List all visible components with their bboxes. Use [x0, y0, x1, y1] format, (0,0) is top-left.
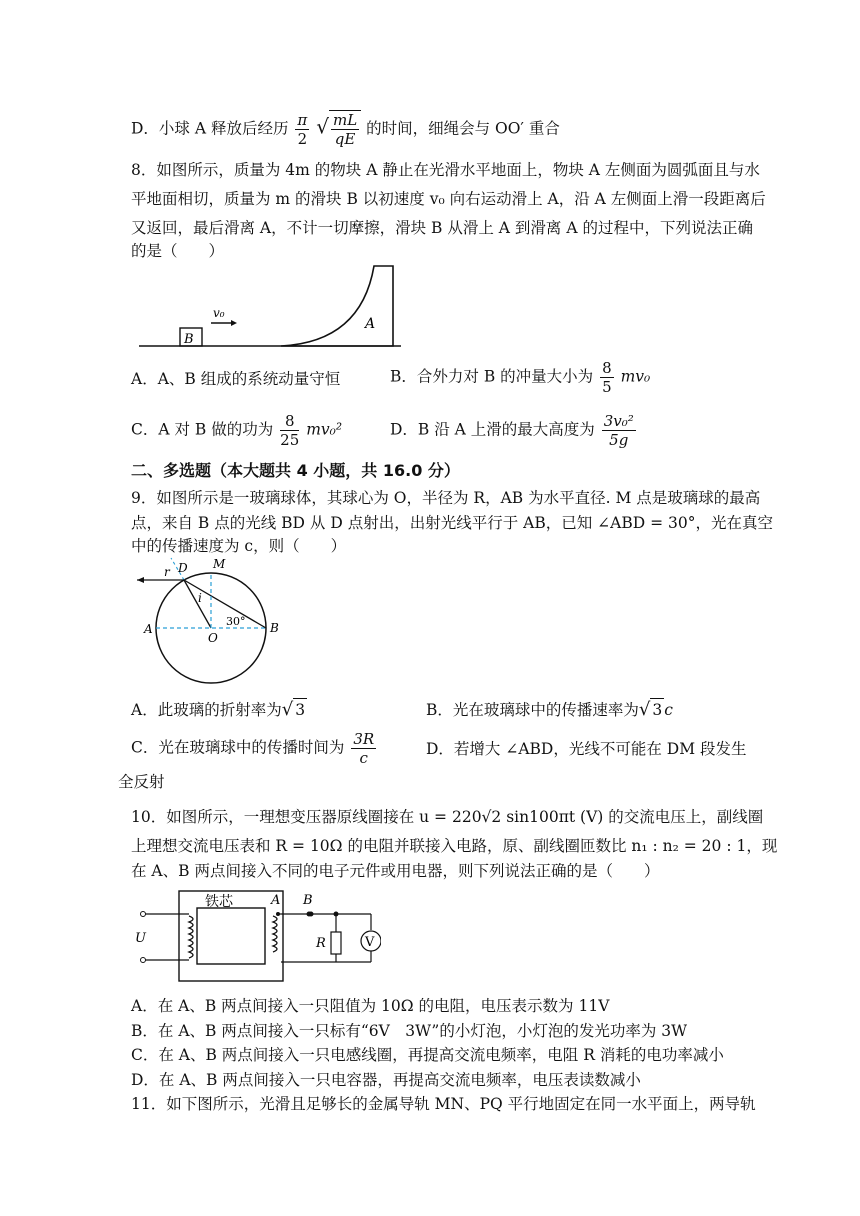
q10-option-a: A．在 A、B 两点间接入一只阻值为 10Ω 的电阻，电压表示数为 11V	[131, 997, 610, 1015]
label-o: O	[208, 631, 218, 645]
resistor-label: R	[316, 936, 326, 951]
block-a-label: A	[365, 316, 376, 332]
q8-stem-line2: 平地面相切，质量为 m 的滑块 B 以初速度 v₀ 向右运动滑上 A，沿 A 左侧面上滑一段距离后	[131, 190, 766, 208]
fraction: $\frac{\pi}{2}$	[297, 111, 308, 148]
q9-option-d: D．若增大 ∠ABD，光线不可能在 DM 段发生	[426, 740, 747, 758]
q8-stem-line4: 的是（ ）	[131, 242, 225, 260]
point-a-label: A	[271, 893, 281, 908]
q9-figure	[131, 556, 301, 688]
q10-stem-line1: 10．如图所示，一理想变压器原线圈接在 u = 220√2 sin100πt (V) 的交流电压上，副线圈	[131, 808, 764, 826]
q10-option-c: C．在 A、B 两点间接入一只电感线圈，再提高交流电频率，电阻 R 消耗的电功率减小	[131, 1046, 724, 1064]
label-r: r	[164, 565, 170, 579]
q11-stem-line1: 11．如下图所示，光滑且足够长的金属导轨 MN、PQ 平行地固定在同一水平面上，两导轨	[131, 1095, 756, 1113]
q10-stem-line3: 在 A、B 两点间接入不同的电子元件或用电器，则下列说法正确的是（ ）	[131, 862, 660, 880]
velocity-label: v₀	[213, 306, 225, 320]
q8-stem-line1: 8．如图所示，质量为 4m 的物块 A 静止在光滑水平地面上，物块 A 左侧面为圆弧面且与水	[131, 161, 760, 179]
q9-stem-line1: 9．如图所示是一玻璃球体，其球心为 O，半径为 R，AB 为水平直径. M 点是玻璃球的最高	[131, 489, 761, 507]
label-angle: 30°	[226, 615, 246, 628]
q7-option-d: D．小球 A 释放后经历 $\frac{\pi}{2}$ √ $\frac{mL}{qE}$ 的时间，细绳会与 OO′ 重合	[131, 111, 560, 148]
q8-option-d: D．B 沿 A 上滑的最大高度为 $\frac{\text{3v₀²}}{5g}$	[390, 412, 634, 449]
sqrt-sign: √	[316, 114, 329, 139]
q9-option-b: B．光在玻璃球中的传播速率为√ 3 c	[426, 699, 673, 720]
q10-option-b: B．在 A、B 两点间接入一只标有“6V 3W”的小灯泡，小灯泡的发光功率为 3W	[131, 1022, 688, 1040]
q8-stem-line3: 又返回，最后滑离 A，不计一切摩擦，滑块 B 从滑上 A 到滑离 A 的过程中，下列说法正确	[131, 219, 753, 237]
point-b-label: B	[303, 893, 313, 908]
voltmeter-label: V	[365, 935, 375, 950]
q10-option-d: D．在 A、B 两点间接入一只电容器，再提高交流电频率，电压表读数减小	[131, 1071, 641, 1089]
q9-option-c: C．光在玻璃球中的传播时间为 $\frac{3R}{c}$	[131, 730, 375, 767]
label-a: A	[144, 622, 153, 636]
fraction: $\frac{mL}{qE}$	[332, 111, 358, 148]
q8-figure	[131, 262, 411, 357]
label-i: i	[198, 591, 202, 605]
block-b-label: B	[184, 332, 194, 347]
q9-option-d-cont: 全反射	[118, 773, 165, 791]
q10-stem-line2: 上理想交流电压表和 R = 10Ω 的电阻并联接入电路，原、副线圈匝数比 n₁ : n₂ = 20 : 1，现	[131, 837, 778, 855]
q10-figure	[131, 886, 381, 990]
label-m: M	[213, 557, 226, 571]
q8-option-c: C．A 对 B 做的功为 $\frac{8}{25}$ mv₀²	[131, 412, 343, 449]
section-heading: 二、多选题（本大题共 4 小题，共 16.0 分）	[131, 461, 460, 480]
q9-option-a: A．此玻璃的折射率为√ 3	[131, 699, 306, 720]
q9-stem-line3: 中的传播速度为 c，则（ ）	[131, 537, 347, 555]
label-b: B	[270, 621, 279, 635]
label-d: D	[178, 561, 188, 575]
voltage-label: U	[135, 931, 146, 946]
q8-option-b: B．合外力对 B 的冲量大小为 $\frac{8}{5}$ mv₀	[390, 359, 651, 396]
q8-option-a: A．A、B 组成的系统动量守恒	[131, 370, 341, 388]
core-label: 铁芯	[205, 894, 233, 910]
q9-stem-line2: 点，来自 B 点的光线 BD 从 D 点射出，出射光线平行于 AB，已知 ∠ABD = 30°，光在真空	[131, 514, 773, 532]
